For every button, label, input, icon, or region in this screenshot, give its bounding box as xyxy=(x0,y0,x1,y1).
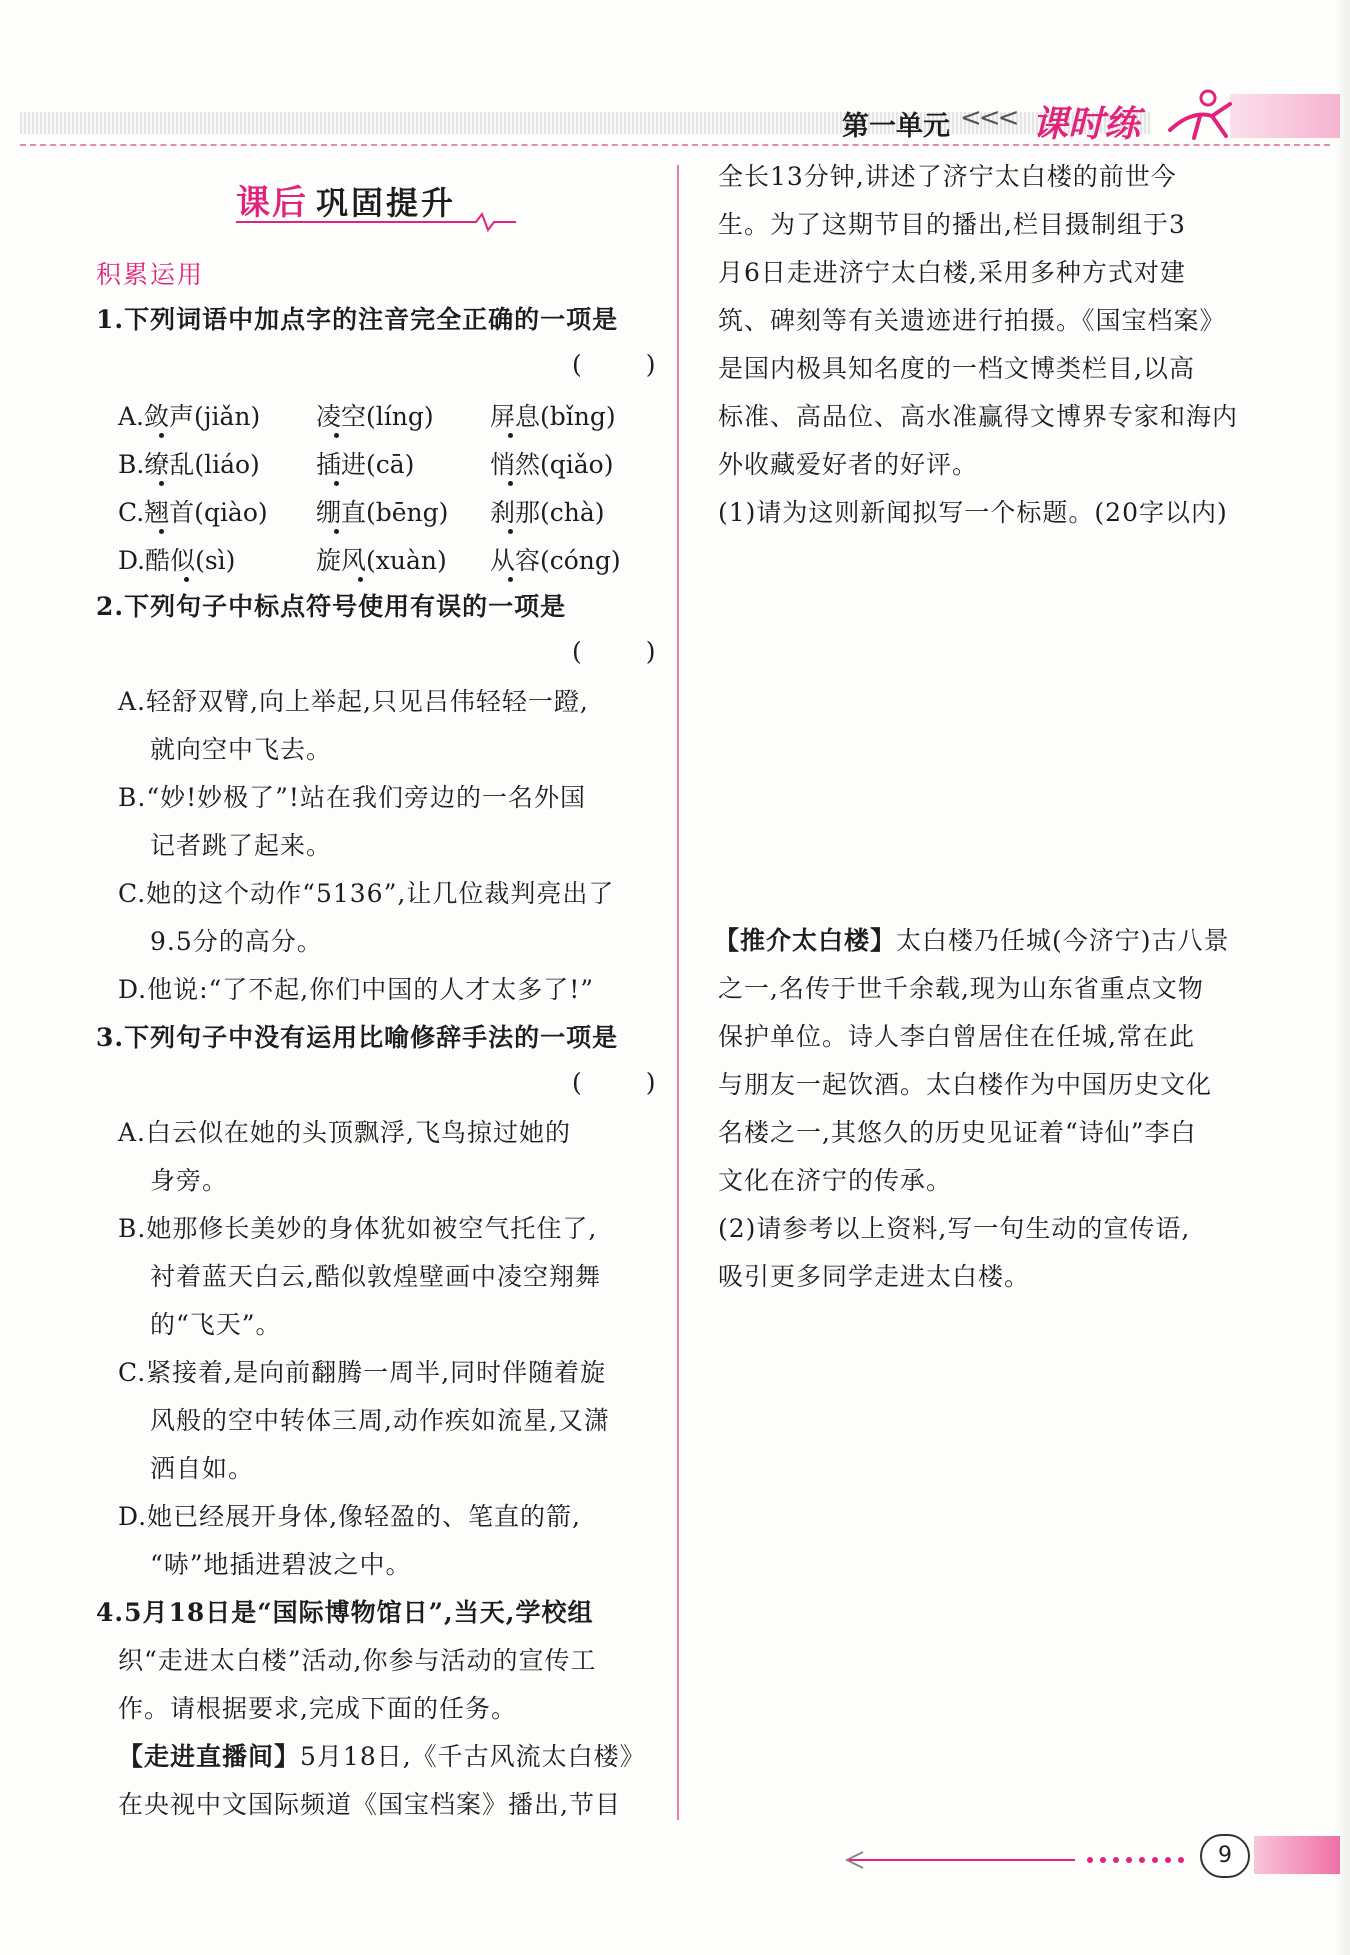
q1-option-a-2: 凌空(líng) xyxy=(316,402,434,431)
recommend-line: 之一,名传于世千余载,现为山东省重点文物 xyxy=(718,974,1204,1003)
q4-broadcast-line: 在央视中文国际频道《国宝档案》播出,节目 xyxy=(118,1790,621,1819)
q2-answer-paren: ( ) xyxy=(572,637,684,666)
q1-option-a-1: A.敛声(jiǎn) xyxy=(118,402,261,431)
right-line: 筑、碑刻等有关遗迹进行拍摄。《国宝档案》 xyxy=(718,306,1226,335)
recommend-first: 太白楼乃任城(今济宁)古八景 xyxy=(896,926,1230,955)
emphasis-dot xyxy=(334,529,339,534)
q2-line: B.“妙!妙极了”!站在我们旁边的一名外国 xyxy=(118,783,586,812)
header-brand: 课时练 xyxy=(1032,104,1141,145)
recommend-line: 保护单位。诗人李白曾居住在任城,常在此 xyxy=(718,1022,1195,1051)
q2-line: D.他说:“了不起,你们中国的人才太多了!” xyxy=(118,975,595,1004)
q1-option-c-1: C.翘首(qiào) xyxy=(118,498,268,527)
right-line: 标准、高品位、高水准赢得文博界专家和海内 xyxy=(718,402,1239,431)
q2-line: 9.5分的高分。 xyxy=(150,927,323,956)
emphasis-dot xyxy=(159,433,164,438)
q1-answer-paren: ( ) xyxy=(572,350,684,379)
recommend-tag: 【推介太白楼】 xyxy=(714,926,897,955)
title-pulse-line-icon xyxy=(236,210,516,232)
q4-line xyxy=(96,1596,593,1630)
q3-line: 风般的空中转体三周,动作疾如流星,又潇 xyxy=(150,1406,610,1435)
right-line: 生。为了这期节目的播出,栏目摄制组于3 xyxy=(718,210,1186,239)
recommend-line: 名楼之一,其悠久的历史见证着“诗仙”李白 xyxy=(718,1118,1197,1147)
broadcast-first: 5月18日,《千古风流太白楼》 xyxy=(300,1742,646,1771)
section-title-highlight: 课后 xyxy=(236,183,308,223)
emphasis-dot xyxy=(334,481,339,486)
q2-line: 就向空中飞去。 xyxy=(150,735,333,764)
q1-option-d-3: 从容(cóng) xyxy=(490,546,621,575)
right-line: 全长13分钟,讲述了济宁太白楼的前世今 xyxy=(718,162,1177,191)
broadcast-tag: 【走进直播间】 xyxy=(118,1742,301,1771)
q1-option-c-2: 绷直(bēng) xyxy=(316,498,449,527)
recommend-line: 文化在济宁的传承。 xyxy=(718,1166,953,1195)
q1-option-b-1: B.缭乱(liáo) xyxy=(118,450,260,479)
q4-line: 作。请根据要求,完成下面的任务。 xyxy=(118,1694,517,1723)
emphasis-dot xyxy=(159,529,164,534)
q2-line: C.她的这个动作“5136”,让几位裁判亮出了 xyxy=(118,879,615,908)
header-arrows: <<< xyxy=(960,103,1017,133)
page-number: 9 xyxy=(1200,1834,1250,1878)
q3-stem: 3.下列句子中没有运用比喻修辞手法的一项是 xyxy=(96,1023,619,1052)
right-line: 月6日走进济宁太白楼,采用多种方式对建 xyxy=(718,258,1186,287)
emphasis-dot xyxy=(184,577,189,582)
emphasis-dot xyxy=(358,577,363,582)
q4-line-text: 4.5月18日是“国际博物馆日”,当天,学校组 xyxy=(96,1598,594,1627)
q1-option-d-2: 旋风(xuàn) xyxy=(316,546,447,575)
emphasis-dot xyxy=(334,433,339,438)
q3-line: 衬着蓝天白云,酷似敦煌壁画中凌空翔舞 xyxy=(150,1262,601,1291)
recommend-line: 与朋友一起饮酒。太白楼作为中国历史文化 xyxy=(718,1070,1213,1099)
q3-line: 洒自如。 xyxy=(150,1454,255,1483)
runner-figure-icon xyxy=(1160,86,1250,146)
q1-option-b-3: 悄然(qiǎo) xyxy=(490,450,614,479)
page-edge-shadow xyxy=(1336,0,1350,1955)
q4-line: 织“走进太白楼”活动,你参与活动的宣传工 xyxy=(118,1646,597,1675)
recommend-line xyxy=(714,924,1230,958)
q3-line: A.白云似在她的头顶飘浮,飞鸟掠过她的 xyxy=(118,1118,571,1147)
task-2-line: 吸引更多同学走进太白楼。 xyxy=(718,1262,1031,1291)
emphasis-dot xyxy=(508,529,513,534)
q3-line: “哧”地插进碧波之中。 xyxy=(150,1550,412,1579)
q1-option-c-3: 刹那(chà) xyxy=(490,498,605,527)
q3-answer-paren: ( ) xyxy=(572,1068,684,1097)
column-divider xyxy=(677,165,679,1820)
q3-line: 的“飞天”。 xyxy=(150,1310,282,1339)
footer-pink-bar xyxy=(1254,1836,1340,1874)
emphasis-dot xyxy=(508,433,513,438)
q2-line: A.轻舒双臂,向上举起,只见吕伟轻轻一蹬, xyxy=(118,687,589,716)
q4-broadcast-line xyxy=(118,1740,646,1774)
q1-option-row xyxy=(118,493,658,527)
section-title-main: 巩固提升 xyxy=(316,184,457,222)
q1-option-row xyxy=(118,445,658,479)
subheading: 积累运用 xyxy=(96,260,205,289)
emphasis-dot xyxy=(508,481,513,486)
q3-line: C.紧接着,是向前翻腾一周半,同时伴随着旋 xyxy=(118,1358,607,1387)
q1-option-a-3: 屏息(bǐng) xyxy=(490,402,616,431)
q1-option-row xyxy=(118,541,658,575)
right-line: 外收藏爱好者的好评。 xyxy=(718,450,979,479)
q3-line: B.她那修长美妙的身体犹如被空气托住了, xyxy=(118,1214,598,1243)
header-unit-label: 第一单元 xyxy=(842,111,950,142)
q1-option-d-1: D.酷似(sì) xyxy=(118,546,236,575)
emphasis-dot xyxy=(159,481,164,486)
q3-line: 身旁。 xyxy=(150,1166,229,1195)
task-2-line: (2)请参考以上资料,写一句生动的宣传语, xyxy=(718,1214,1191,1243)
emphasis-dot xyxy=(508,577,513,582)
q1-stem: 1.下列词语中加点字的注音完全正确的一项是 xyxy=(96,305,619,334)
q1-option-b-2: 插进(cā) xyxy=(316,450,415,479)
task-1: (1)请为这则新闻拟写一个标题。(20字以内) xyxy=(718,498,1228,527)
footer-arrow-icon xyxy=(845,1848,1205,1872)
right-line: 是国内极具知名度的一档文博类栏目,以高 xyxy=(718,354,1195,383)
q2-line: 记者跳了起来。 xyxy=(150,831,333,860)
q3-line: D.她已经展开身体,像轻盈的、笔直的箭, xyxy=(118,1502,581,1531)
q2-stem: 2.下列句子中标点符号使用有误的一项是 xyxy=(96,592,567,621)
q1-option-row xyxy=(118,397,658,431)
